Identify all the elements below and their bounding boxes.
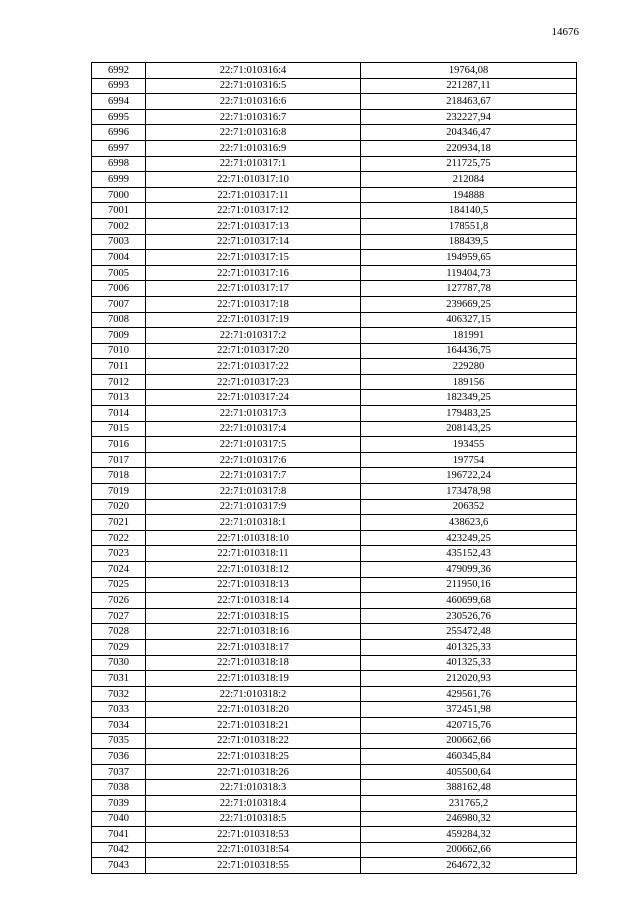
row-number-cell: 7039 — [92, 795, 146, 811]
table-row — [92, 359, 577, 375]
row-number-cell: 7037 — [92, 764, 146, 780]
cadastral-value-cell: 119404,73 — [361, 265, 577, 281]
cadastral-number-cell: 22:71:010318:13 — [146, 577, 361, 593]
row-number-cell: 7028 — [92, 624, 146, 640]
row-number-cell: 7032 — [92, 686, 146, 702]
cadastral-number-cell: 22:71:010318:14 — [146, 593, 361, 609]
table-row — [92, 109, 577, 125]
table-row — [92, 421, 577, 437]
row-number-cell: 7003 — [92, 234, 146, 250]
cadastral-number-cell: 22:71:010317:15 — [146, 250, 361, 266]
cadastral-number-cell: 22:71:010318:19 — [146, 671, 361, 687]
cadastral-number-cell: 22:71:010317:22 — [146, 359, 361, 375]
row-number-cell: 6992 — [92, 63, 146, 79]
table-row — [92, 499, 577, 515]
row-number-cell: 6996 — [92, 125, 146, 141]
cadastral-number-cell: 22:71:010317:2 — [146, 328, 361, 344]
table-row — [92, 593, 577, 609]
row-number-cell: 7014 — [92, 406, 146, 422]
cadastral-value-cell: 19764,08 — [361, 63, 577, 79]
cadastral-value-cell: 218463,67 — [361, 94, 577, 110]
table-row — [92, 655, 577, 671]
table-row — [92, 608, 577, 624]
cadastral-value-cell: 423249,25 — [361, 530, 577, 546]
cadastral-value-cell: 429561,76 — [361, 686, 577, 702]
cadastral-value-cell: 206352 — [361, 499, 577, 515]
cadastral-number-cell: 22:71:010318:11 — [146, 546, 361, 562]
table-row — [92, 265, 577, 281]
cadastral-number-cell: 22:71:010318:15 — [146, 608, 361, 624]
row-number-cell: 6993 — [92, 78, 146, 94]
cadastral-value-cell: 196722,24 — [361, 468, 577, 484]
row-number-cell: 7007 — [92, 296, 146, 312]
page-number: 14676 — [551, 26, 579, 38]
table-row — [92, 296, 577, 312]
cadastral-value-cell: 388162,48 — [361, 780, 577, 796]
cadastral-value-cell: 184140,5 — [361, 203, 577, 219]
cadastral-number-cell: 22:71:010317:3 — [146, 406, 361, 422]
cadastral-number-cell: 22:71:010317:24 — [146, 390, 361, 406]
cadastral-value-cell: 197754 — [361, 452, 577, 468]
row-number-cell: 7018 — [92, 468, 146, 484]
cadastral-value-cell: 212084 — [361, 172, 577, 188]
cadastral-number-cell: 22:71:010317:7 — [146, 468, 361, 484]
cadastral-number-cell: 22:71:010318:21 — [146, 717, 361, 733]
cadastral-number-cell: 22:71:010318:1 — [146, 515, 361, 531]
cadastral-value-cell: 438623,6 — [361, 515, 577, 531]
cadastral-number-cell: 22:71:010316:8 — [146, 125, 361, 141]
cadastral-number-cell: 22:71:010317:4 — [146, 421, 361, 437]
table-row — [92, 390, 577, 406]
cadastral-number-cell: 22:71:010318:12 — [146, 562, 361, 578]
row-number-cell: 7026 — [92, 593, 146, 609]
cadastral-value-cell: 460345,84 — [361, 749, 577, 765]
row-number-cell: 7025 — [92, 577, 146, 593]
cadastral-value-cell: 479099,36 — [361, 562, 577, 578]
table-row — [92, 842, 577, 858]
cadastral-number-cell: 22:71:010318:5 — [146, 811, 361, 827]
row-number-cell: 7004 — [92, 250, 146, 266]
table-row — [92, 562, 577, 578]
cadastral-value-cell: 229280 — [361, 359, 577, 375]
table-row — [92, 484, 577, 500]
cadastral-number-cell: 22:71:010316:9 — [146, 140, 361, 156]
table-row — [92, 374, 577, 390]
cadastral-number-cell: 22:71:010316:4 — [146, 63, 361, 79]
cadastral-value-cell: 194959,65 — [361, 250, 577, 266]
row-number-cell: 6994 — [92, 94, 146, 110]
cadastral-number-cell: 22:71:010317:14 — [146, 234, 361, 250]
table-row — [92, 717, 577, 733]
table-row — [92, 546, 577, 562]
cadastral-value-cell: 230526,76 — [361, 608, 577, 624]
table-row — [92, 827, 577, 843]
table-row — [92, 468, 577, 484]
cadastral-number-cell: 22:71:010317:8 — [146, 484, 361, 500]
cadastral-value-cell: 405500,64 — [361, 764, 577, 780]
table-row — [92, 639, 577, 655]
table-row — [92, 686, 577, 702]
row-number-cell: 7016 — [92, 437, 146, 453]
row-number-cell: 7038 — [92, 780, 146, 796]
cadastral-value-cell: 211725,75 — [361, 156, 577, 172]
row-number-cell: 7035 — [92, 733, 146, 749]
table-row — [92, 671, 577, 687]
cadastral-number-cell: 22:71:010318:54 — [146, 842, 361, 858]
cadastral-value-cell: 212020,93 — [361, 671, 577, 687]
table-row — [92, 577, 577, 593]
cadastral-value-cell: 401325,33 — [361, 655, 577, 671]
row-number-cell: 7019 — [92, 484, 146, 500]
row-number-cell: 7010 — [92, 343, 146, 359]
cadastral-value-cell: 193455 — [361, 437, 577, 453]
row-number-cell: 7042 — [92, 842, 146, 858]
table-row — [92, 281, 577, 297]
table-row — [92, 858, 577, 874]
row-number-cell: 7027 — [92, 608, 146, 624]
table-row — [92, 203, 577, 219]
cadastral-number-cell: 22:71:010318:18 — [146, 655, 361, 671]
table-row — [92, 515, 577, 531]
table-row — [92, 125, 577, 141]
cadastral-value-cell: 420715,76 — [361, 717, 577, 733]
table-row — [92, 530, 577, 546]
table-row — [92, 343, 577, 359]
cadastral-value-cell: 231765,2 — [361, 795, 577, 811]
row-number-cell: 6999 — [92, 172, 146, 188]
row-number-cell: 7013 — [92, 390, 146, 406]
table-row — [92, 218, 577, 234]
row-number-cell: 7030 — [92, 655, 146, 671]
table-row — [92, 702, 577, 718]
table-row — [92, 250, 577, 266]
cadastral-value-cell: 401325,33 — [361, 639, 577, 655]
row-number-cell: 6998 — [92, 156, 146, 172]
cadastral-number-cell: 22:71:010318:2 — [146, 686, 361, 702]
cadastral-value-cell: 208143,25 — [361, 421, 577, 437]
row-number-cell: 7036 — [92, 749, 146, 765]
cadastral-number-cell: 22:71:010317:6 — [146, 452, 361, 468]
row-number-cell: 7033 — [92, 702, 146, 718]
row-number-cell: 7005 — [92, 265, 146, 281]
row-number-cell: 7022 — [92, 530, 146, 546]
cadastral-value-cell: 239669,25 — [361, 296, 577, 312]
cadastral-value-cell: 460699,68 — [361, 593, 577, 609]
cadastral-number-cell: 22:71:010318:25 — [146, 749, 361, 765]
cadastral-number-cell: 22:71:010316:5 — [146, 78, 361, 94]
cadastral-number-cell: 22:71:010317:1 — [146, 156, 361, 172]
row-number-cell: 7009 — [92, 328, 146, 344]
table-row — [92, 234, 577, 250]
cadastral-value-cell: 232227,94 — [361, 109, 577, 125]
cadastral-number-cell: 22:71:010317:20 — [146, 343, 361, 359]
row-number-cell: 7040 — [92, 811, 146, 827]
row-number-cell: 7023 — [92, 546, 146, 562]
row-number-cell: 6995 — [92, 109, 146, 125]
cadastral-value-cell: 255472,48 — [361, 624, 577, 640]
cadastral-value-cell: 264672,32 — [361, 858, 577, 874]
table-row — [92, 328, 577, 344]
cadastral-value-cell: 221287,11 — [361, 78, 577, 94]
table-row — [92, 94, 577, 110]
cadastral-number-cell: 22:71:010318:17 — [146, 639, 361, 655]
row-number-cell: 7008 — [92, 312, 146, 328]
cadastral-value-cell: 435152,43 — [361, 546, 577, 562]
cadastral-number-cell: 22:71:010318:20 — [146, 702, 361, 718]
cadastral-value-cell: 188439,5 — [361, 234, 577, 250]
row-number-cell: 7017 — [92, 452, 146, 468]
table-row — [92, 795, 577, 811]
table-row — [92, 780, 577, 796]
row-number-cell: 7031 — [92, 671, 146, 687]
table-row — [92, 452, 577, 468]
cadastral-value-cell: 200662,66 — [361, 842, 577, 858]
cadastral-value-cell: 182349,25 — [361, 390, 577, 406]
row-number-cell: 6997 — [92, 140, 146, 156]
cadastral-value-table — [91, 62, 577, 874]
cadastral-value-cell: 179483,25 — [361, 406, 577, 422]
table-body — [92, 63, 577, 874]
cadastral-number-cell: 22:71:010318:4 — [146, 795, 361, 811]
cadastral-number-cell: 22:71:010316:7 — [146, 109, 361, 125]
cadastral-number-cell: 22:71:010317:10 — [146, 172, 361, 188]
cadastral-number-cell: 22:71:010317:17 — [146, 281, 361, 297]
cadastral-number-cell: 22:71:010317:19 — [146, 312, 361, 328]
row-number-cell: 7034 — [92, 717, 146, 733]
table-row — [92, 733, 577, 749]
cadastral-number-cell: 22:71:010317:16 — [146, 265, 361, 281]
table-row — [92, 624, 577, 640]
table-row — [92, 811, 577, 827]
table-row — [92, 406, 577, 422]
row-number-cell: 7041 — [92, 827, 146, 843]
cadastral-number-cell: 22:71:010316:6 — [146, 94, 361, 110]
cadastral-value-cell: 127787,78 — [361, 281, 577, 297]
row-number-cell: 7043 — [92, 858, 146, 874]
cadastral-value-cell: 246980,32 — [361, 811, 577, 827]
cadastral-number-cell: 22:71:010317:12 — [146, 203, 361, 219]
row-number-cell: 7020 — [92, 499, 146, 515]
cadastral-number-cell: 22:71:010318:16 — [146, 624, 361, 640]
row-number-cell: 7011 — [92, 359, 146, 375]
row-number-cell: 7015 — [92, 421, 146, 437]
cadastral-value-cell: 173478,98 — [361, 484, 577, 500]
cadastral-value-cell: 181991 — [361, 328, 577, 344]
table-row — [92, 312, 577, 328]
cadastral-number-cell: 22:71:010317:5 — [146, 437, 361, 453]
cadastral-number-cell: 22:71:010318:26 — [146, 764, 361, 780]
row-number-cell: 7001 — [92, 203, 146, 219]
table-row — [92, 172, 577, 188]
cadastral-value-cell: 204346,47 — [361, 125, 577, 141]
cadastral-value-cell: 178551,8 — [361, 218, 577, 234]
row-number-cell: 7006 — [92, 281, 146, 297]
cadastral-number-cell: 22:71:010318:55 — [146, 858, 361, 874]
cadastral-number-cell: 22:71:010318:53 — [146, 827, 361, 843]
cadastral-value-cell: 164436,75 — [361, 343, 577, 359]
table-row — [92, 764, 577, 780]
cadastral-value-cell: 189156 — [361, 374, 577, 390]
cadastral-number-cell: 22:71:010318:3 — [146, 780, 361, 796]
cadastral-number-cell: 22:71:010318:10 — [146, 530, 361, 546]
cadastral-value-cell: 211950,16 — [361, 577, 577, 593]
cadastral-number-cell: 22:71:010317:23 — [146, 374, 361, 390]
row-number-cell: 7012 — [92, 374, 146, 390]
cadastral-number-cell: 22:71:010317:18 — [146, 296, 361, 312]
table-row — [92, 749, 577, 765]
table-row — [92, 437, 577, 453]
cadastral-number-cell: 22:71:010317:9 — [146, 499, 361, 515]
table-row — [92, 78, 577, 94]
cadastral-number-cell: 22:71:010317:13 — [146, 218, 361, 234]
cadastral-value-cell: 459284,32 — [361, 827, 577, 843]
cadastral-value-cell: 220934,18 — [361, 140, 577, 156]
table-row — [92, 187, 577, 203]
row-number-cell: 7021 — [92, 515, 146, 531]
row-number-cell: 7024 — [92, 562, 146, 578]
table-row — [92, 140, 577, 156]
cadastral-number-cell: 22:71:010318:22 — [146, 733, 361, 749]
row-number-cell: 7002 — [92, 218, 146, 234]
cadastral-value-cell: 372451,98 — [361, 702, 577, 718]
table-row — [92, 156, 577, 172]
table-row — [92, 63, 577, 79]
cadastral-value-cell: 406327,15 — [361, 312, 577, 328]
cadastral-value-cell: 194888 — [361, 187, 577, 203]
cadastral-value-cell: 200662,66 — [361, 733, 577, 749]
row-number-cell: 7000 — [92, 187, 146, 203]
row-number-cell: 7029 — [92, 639, 146, 655]
cadastral-number-cell: 22:71:010317:11 — [146, 187, 361, 203]
